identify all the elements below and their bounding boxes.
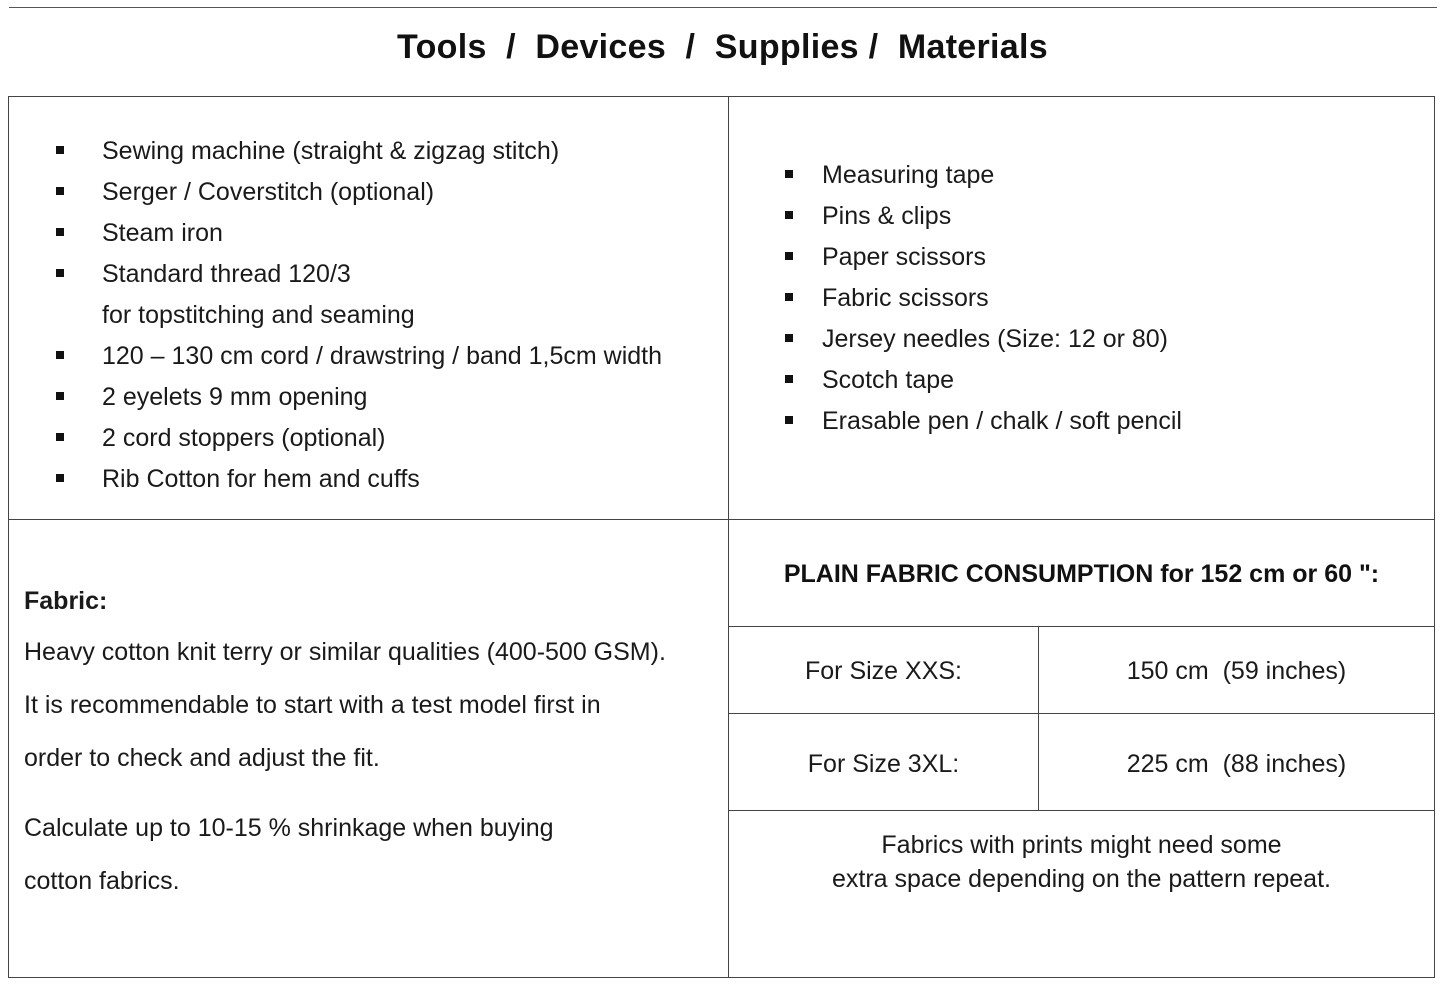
prints-note-line: Fabrics with prints might need some — [881, 831, 1282, 859]
list-item — [729, 360, 1429, 401]
list-item — [729, 278, 1429, 319]
list-item-text: 2 eyelets 9 mm opening — [102, 383, 368, 411]
square-bullet-icon — [785, 416, 793, 424]
page-title: Tools / Devices / Supplies / Materials — [397, 28, 1048, 66]
square-bullet-icon — [785, 375, 793, 383]
list-item-text: 120 – 130 cm cord / drawstring / band 1,5cm width — [102, 342, 663, 370]
square-bullet-icon — [785, 211, 793, 219]
fabric-line: It is recommendable to start with a test model first in — [24, 691, 601, 719]
list-item — [9, 131, 724, 172]
list-item-text: Steam iron — [102, 219, 223, 247]
square-bullet-icon — [56, 392, 64, 400]
size-label: For Size 3XL: — [807, 750, 960, 778]
list-item-text: 2 cord stoppers (optional) — [102, 424, 386, 452]
list-item-text: Measuring tape — [822, 161, 995, 189]
consumption-row-divider — [729, 713, 1434, 714]
square-bullet-icon — [56, 474, 64, 482]
square-bullet-icon — [785, 293, 793, 301]
row-divider — [9, 519, 1434, 520]
square-bullet-icon — [785, 252, 793, 260]
list-item — [9, 172, 724, 213]
list-item-text: Erasable pen / chalk / soft pencil — [822, 407, 1182, 435]
square-bullet-icon — [56, 269, 64, 277]
shrinkage-note: cotton fabrics. — [24, 867, 180, 895]
list-item — [9, 377, 724, 418]
fabric-heading: Fabric: — [24, 587, 108, 615]
list-item-continuation: for topstitching and seaming — [102, 301, 415, 329]
list-item-text: Serger / Coverstitch (optional) — [102, 178, 435, 206]
square-bullet-icon — [56, 187, 64, 195]
square-bullet-icon — [56, 351, 64, 359]
prints-note-line: extra space depending on the pattern repeat. — [832, 865, 1331, 893]
list-item — [9, 213, 724, 254]
consumption-title: PLAIN FABRIC CONSUMPTION for 152 cm or 60 ": — [783, 560, 1380, 588]
fabric-amount: 150 cm (59 inches) — [1126, 657, 1347, 685]
top-divider — [9, 7, 1437, 8]
square-bullet-icon — [56, 228, 64, 236]
fabric-description — [24, 576, 724, 908]
tools-list-left — [9, 131, 724, 500]
fabric-line: order to check and adjust the fit. — [24, 744, 380, 772]
prints-note — [729, 828, 1434, 896]
list-item-text: Paper scissors — [822, 243, 986, 271]
list-item — [729, 401, 1429, 442]
square-bullet-icon — [785, 170, 793, 178]
list-item-text: Fabric scissors — [822, 284, 989, 312]
list-item-text: Sewing machine (straight & zigzag stitch) — [102, 137, 560, 165]
fabric-amount: 225 cm (88 inches) — [1126, 750, 1347, 778]
list-item-text: Scotch tape — [822, 366, 955, 394]
list-item — [9, 418, 724, 459]
list-item-text: Standard thread 120/3 — [102, 260, 351, 288]
list-item — [729, 196, 1429, 237]
list-item — [729, 237, 1429, 278]
list-item — [9, 254, 724, 336]
list-item-text: Rib Cotton for hem and cuffs — [102, 465, 420, 493]
square-bullet-icon — [56, 433, 64, 441]
list-item — [9, 336, 724, 377]
list-item — [729, 155, 1429, 196]
square-bullet-icon — [785, 334, 793, 342]
consumption-header-divider — [729, 626, 1434, 627]
list-item — [729, 319, 1429, 360]
consumption-footer-divider — [729, 810, 1434, 811]
tools-list-right — [729, 155, 1429, 442]
size-label: For Size XXS: — [805, 657, 962, 685]
list-item — [9, 459, 724, 500]
shrinkage-note: Calculate up to 10-15 % shrinkage when buying — [24, 814, 554, 842]
list-item-text: Jersey needles (Size: 12 or 80) — [822, 325, 1169, 353]
square-bullet-icon — [56, 146, 64, 154]
list-item-text: Pins & clips — [822, 202, 952, 230]
fabric-line: Heavy cotton knit terry or similar qualities (400-500 GSM). — [24, 638, 666, 666]
